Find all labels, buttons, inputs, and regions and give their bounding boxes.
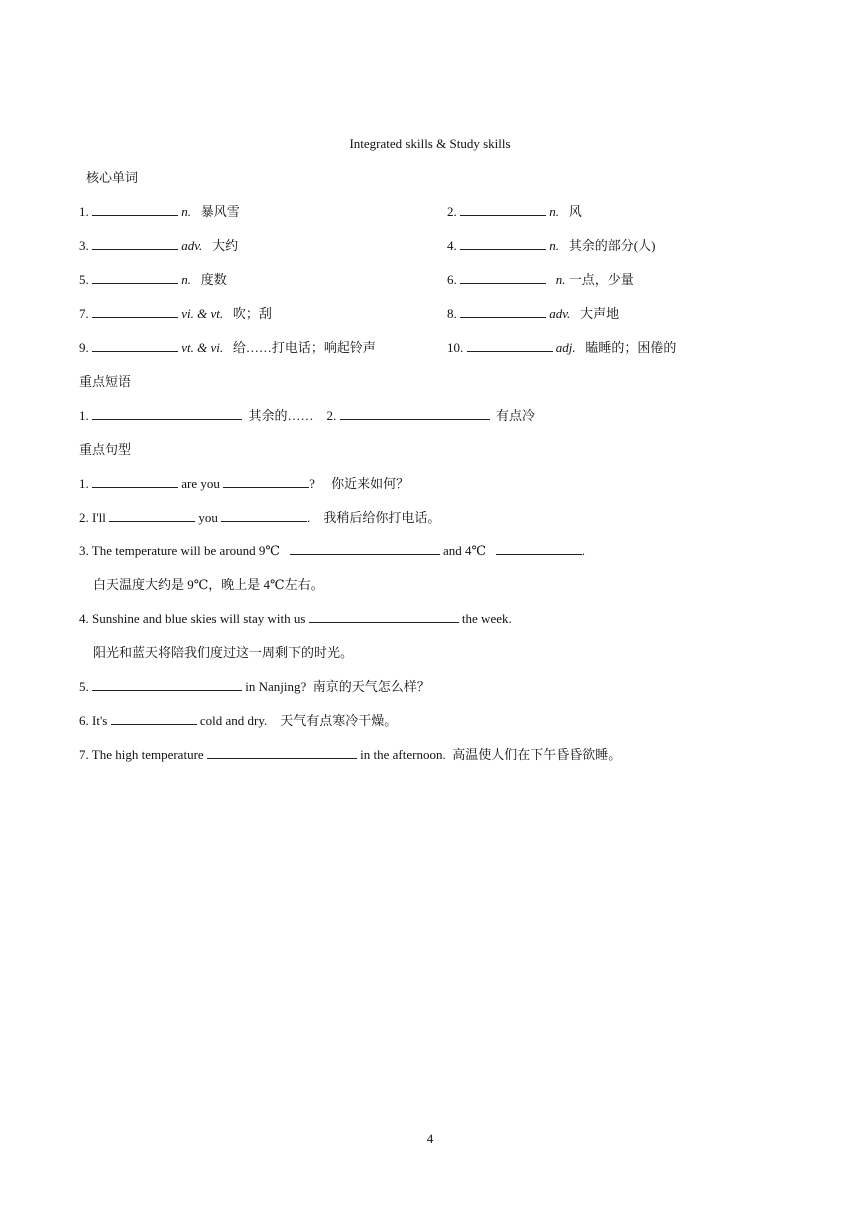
- word-item-9: 9. vt. & vi. 给……打电话；响起铃声: [79, 340, 376, 355]
- answer-blank[interactable]: [92, 408, 242, 420]
- answer-blank[interactable]: [92, 238, 178, 250]
- section-heading-key-sentences: 重点句型: [79, 442, 132, 457]
- answer-blank[interactable]: [460, 306, 546, 318]
- answer-blank[interactable]: [109, 510, 195, 522]
- sentence-item-6: 6. It's cold and dry. 天气有点寒冷干燥。: [79, 713, 398, 728]
- answer-blank[interactable]: [460, 272, 546, 284]
- word-item-4: 4. n. 其余的部分(人): [447, 238, 656, 253]
- sentence-item-7: 7. The high temperature in the afternoon. 高温使人们在下午昏昏欲睡。: [79, 747, 622, 762]
- word-item-5: 5. n. 度数: [79, 272, 227, 287]
- answer-blank[interactable]: [290, 543, 440, 555]
- answer-blank[interactable]: [223, 476, 309, 488]
- answer-blank[interactable]: [92, 476, 178, 488]
- document-title: Integrated skills & Study skills: [349, 136, 511, 151]
- answer-blank[interactable]: [460, 204, 546, 216]
- word-item-7: 7. vi. & vt. 吹；刮: [79, 306, 272, 321]
- answer-blank[interactable]: [92, 204, 178, 216]
- phrase-items: 1. 其余的…… 2. 有点冷: [79, 408, 536, 423]
- answer-blank[interactable]: [221, 510, 307, 522]
- answer-blank[interactable]: [207, 747, 357, 759]
- answer-blank[interactable]: [92, 272, 178, 284]
- word-item-2: 2. n. 风: [447, 204, 582, 219]
- answer-blank[interactable]: [340, 408, 490, 420]
- sentence-item-2: 2. I'll you . 我稍后给你打电话。: [79, 510, 441, 525]
- answer-blank[interactable]: [467, 340, 553, 352]
- answer-blank[interactable]: [92, 679, 242, 691]
- word-item-1: 1. n. 暴风雪: [79, 204, 240, 219]
- word-item-8: 8. adv. 大声地: [447, 306, 620, 321]
- answer-blank[interactable]: [92, 306, 178, 318]
- section-heading-core-words: 核心单词: [86, 170, 139, 185]
- page-number: 4: [426, 1131, 434, 1146]
- word-item-10: 10. adj. 瞌睡的；困倦的: [447, 340, 677, 355]
- sentence-item-4: 4. Sunshine and blue skies will stay with us the week.: [79, 611, 512, 626]
- answer-blank[interactable]: [309, 611, 459, 623]
- sentence-item-1: 1. are you ? 你近来如何？: [79, 476, 410, 491]
- answer-blank[interactable]: [92, 340, 178, 352]
- answer-blank[interactable]: [460, 238, 546, 250]
- sentence-translation-4: 阳光和蓝天将陪我们度过这一周剩下的时光。: [93, 645, 354, 660]
- sentence-item-3: 3. The temperature will be around 9℃ and 4℃ .: [79, 543, 585, 558]
- sentence-translation-3: 白天温度大约是 9℃，晚上是 4℃左右。: [93, 577, 324, 592]
- sentence-item-5: 5. in Nanjing? 南京的天气怎么样？: [79, 679, 430, 694]
- answer-blank[interactable]: [496, 543, 582, 555]
- word-item-6: 6. n. 一点，少量: [447, 272, 634, 287]
- section-heading-key-phrases: 重点短语: [79, 374, 132, 389]
- answer-blank[interactable]: [111, 713, 197, 725]
- word-item-3: 3. adv. 大约: [79, 238, 239, 253]
